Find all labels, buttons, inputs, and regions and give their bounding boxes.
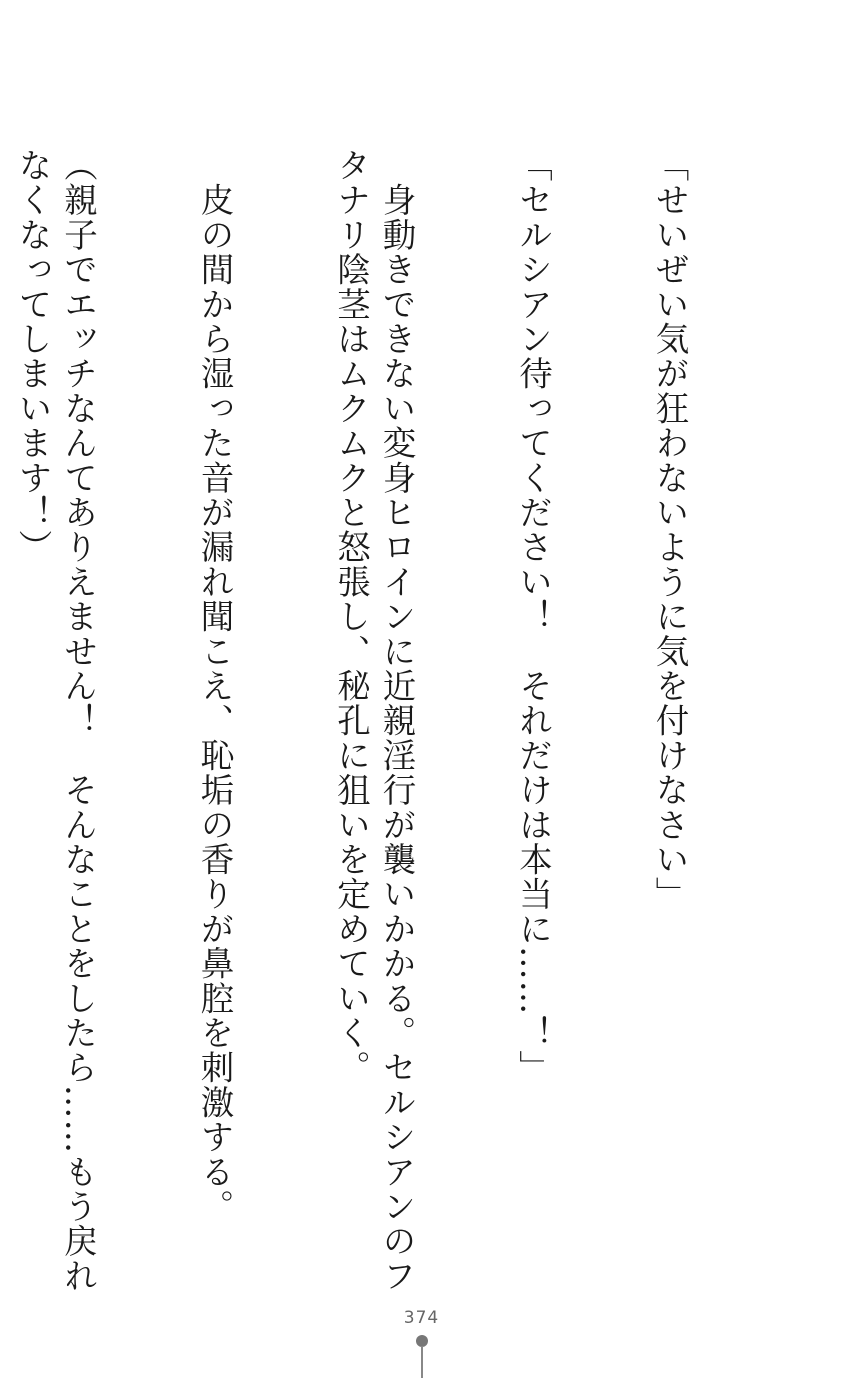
body-text: [0, 148, 783, 1298]
paragraph: 身動きできない変身ヒロインに近親淫行が襲いかかる。セルシアンのフタナリ陰茎はムクムクと怒張し、秘孔に狙いを定めていく。: [331, 148, 416, 1294]
paragraph: 「せいぜい気が狂わないように気を付けなさい」: [650, 148, 689, 912]
paragraph: （親子でエッチなんてありえません！ そんなことをしたら……もう戻れなくなってしまいます！）: [13, 148, 98, 1294]
folio-line-icon: [421, 1346, 423, 1378]
paragraph: 「セルシアン待ってください！ それだけは本当に……！」: [513, 148, 553, 1085]
paragraph: 皮の間から湿った音が漏れ聞こえ、恥垢の香りが鼻腔を刺激する。: [195, 148, 234, 1224]
page-number: 374: [403, 1308, 440, 1328]
